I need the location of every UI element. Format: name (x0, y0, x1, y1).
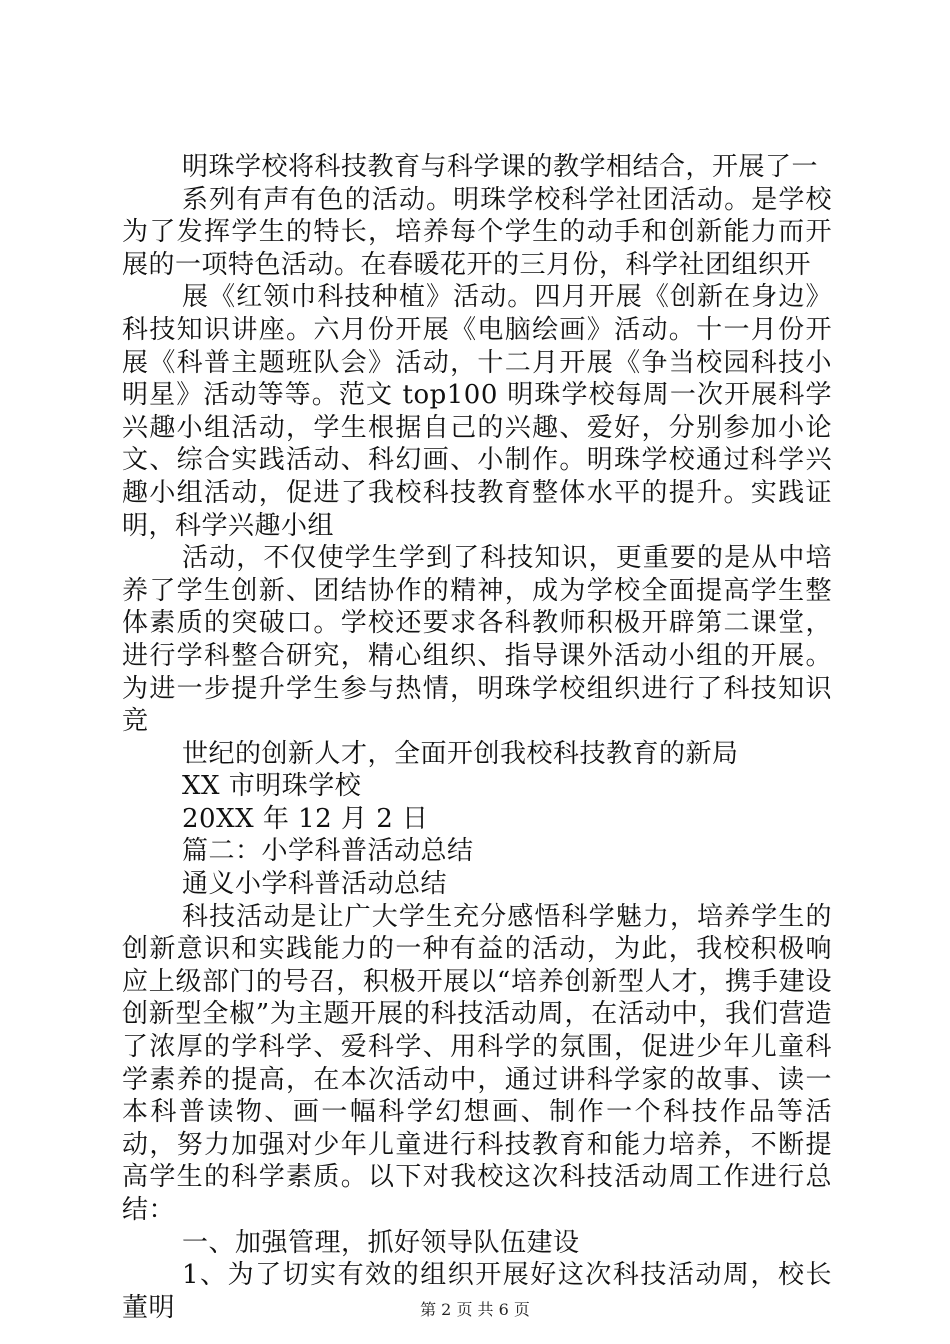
paragraph: 篇二：小学科普活动总结 (182, 836, 474, 867)
paragraph: 明珠学校将科技教育与科学课的教学相结合，开展了一 (182, 152, 819, 182)
paragraph: 20XX 年 12 月 2 日 (182, 803, 429, 834)
paragraph: 活动，不仅使学生学到了科技知识，更重要的是从中培养了学生创新、团结协作的精神，成为学校全面提高学生整体素质的突破口。学校还要求各科教师积极开辟第二课堂，进行学科整合研究，精心组织、指导课外活动小组的开展。为进一步提升学生参与热情，明珠学校组织进行了科技知识竞 (122, 543, 832, 737)
paragraph: 系列有声有色的活动。明珠学校科学社团活动。是学校为了发挥学生的特长，培养每个学生的动手和创新能力而开展的一项特色活动。在春暖花开的三月份，科学社团组织开 (122, 184, 832, 280)
paragraph: 科技活动是让广大学生充分感悟科学魅力，培养学生的创新意识和实践能力的一种有益的活动，为此，我校积极响应上级部门的号召，积极开展以“培养创新型人才，携手建设创新型全椒”为主题开展的科技活动周，在活动中，我们营造了浓厚的学科学、爱科学、用科学的氛围，促进少年儿童科学素养的提高，在本次活动中，通过讲科学家的故事、读一本科普读物、画一幅科学幻想画、制作一个科技作品等活动，努力加强对少年儿童进行科技教育和能力培养，不断提高学生的科学素质。以下对我校这次科技活动周工作进行总结： (122, 901, 832, 1225)
paragraph: 1、为了切实有效的组织开展好这次科技活动周，校长董明 (122, 1260, 832, 1323)
paragraph: XX 市明珠学校 (182, 771, 362, 802)
paragraph: 一、加强管理，抓好领导队伍建设 (182, 1227, 580, 1258)
paragraph: 展《红领巾科技种植》活动。四月开展《创新在身边》科技知识讲座。六月份开展《电脑绘画》活动。十一月份开展《科普主题班队会》活动，十二月开展《争当校园科技小明星》活动等等。范文 top100 明珠学校每周一次开展科学兴趣小组活动，学生根据自己的兴趣、爱好，分别参加小论文、综合实践活动、科幻画、小制作。明珠学校通过科学兴趣小组活动，促进了我校科技教育整体水平的提升。实践证明，科学兴趣小组 (122, 282, 832, 541)
paragraph: 世纪的创新人才，全面开创我校科技教育的新局 (182, 738, 739, 769)
document-body (122, 151, 832, 1324)
paragraph: 通义小学科普活动总结 (182, 869, 448, 900)
page-footer: 第 2 页 共 6 页 (420, 1300, 530, 1319)
